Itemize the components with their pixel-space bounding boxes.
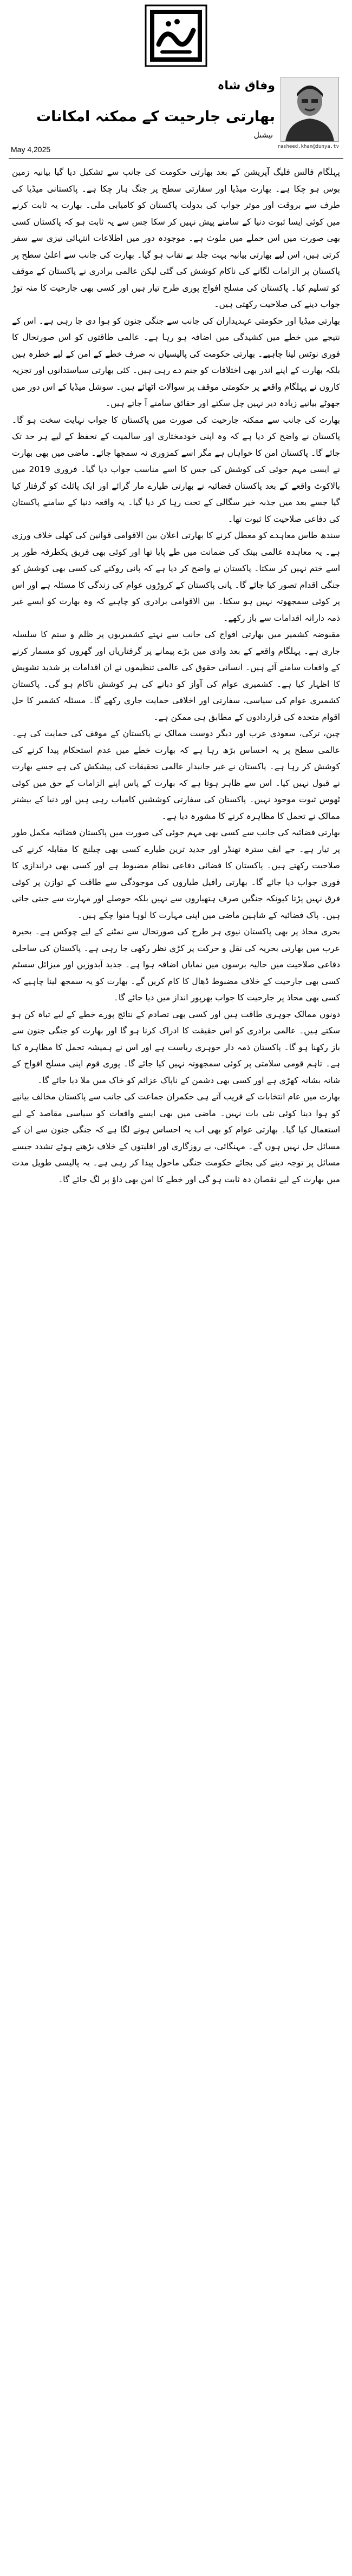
paragraph: بھارتی میڈیا اور حکومتی عہدیداران کی جانب سے جنگی جنون کو ہوا دی جا رہی ہے۔ اس کے نتیجے میں خطے میں کشیدگی میں اضافہ ہو رہا ہے۔ عالمی طاقتوں کو اس صورتحال کا فوری نوٹس لینا چاہیے۔ بھارتی حکومت کی پالیسیاں نہ صرف خطے کے امن کے لیے خطرہ ہیں بلکہ بھارت کے اپنے اندر بھی اختلافات کو جنم دے رہی ہیں۔ کئی بھارتی سیاستدانوں اور تجزیہ کاروں نے پہلگام واقعے پر حکومتی موقف پر سوالات اٹھائے ہیں۔ سوشل میڈیا کے اس دور میں جھوٹے بیانیے زیادہ دیر نہیں چل سکتے اور حقائق سامنے آ جاتے ہیں۔: [12, 316, 340, 408]
paragraph: بھارتی فضائیہ کی جانب سے کسی بھی مہم جوئی کی صورت میں پاکستان فضائیہ مکمل طور پر تیار ہے۔ جے ایف سترہ تھنڈر اور جدید ترین طیارے کسی بھی چیلنج کا مقابلہ کرنے کی صلاحیت رکھتے ہیں۔ پاکستان کا فضائی دفاعی نظام مضبوط ہے اور کسی بھی دراندازی کا فوری جواب دیا جائے گا۔ بھارتی رافیل طیاروں کی موجودگی سے طاقت کے توازن پر کوئی فرق نہیں پڑتا کیونکہ جنگیں صرف ہتھیاروں سے نہیں بلکہ حوصلے اور مہارت سے جیتی جاتی ہیں۔ پاک فضائیہ کے شاہین ماضی میں اپنی مہارت کا لوہا منوا چکے ہیں۔: [12, 828, 340, 920]
newspaper-logo: [138, 2, 214, 69]
author-name: وفاق شاہ: [217, 79, 275, 93]
paragraph: دونوں ممالک جوہری طاقت ہیں اور کسی بھی تصادم کے نتائج پورے خطے کے لیے تباہ کن ہو سکتے ہیں۔ عالمی برادری کو اس حقیقت کا ادراک کرنا ہو گا اور بھارت کو جنگی جنون سے باز رکھنا ہو گا۔ پاکستان ذمہ دار جوہری ریاست ہے اور اس نے ہمیشہ تحمل کا مظاہرہ کیا ہے۔ تاہم قومی سلامتی پر کوئی سمجھوتہ نہیں کیا جائے گا۔ پوری قوم اپنی مسلح افواج کے شانہ بشانہ کھڑی ہے اور کسی بھی دشمن کے ناپاک عزائم کو خاک میں ملا دیا جائے گا۔: [12, 1009, 340, 1085]
column-title: بھارتی جارحیت کے ممکنہ امکانات: [36, 108, 275, 125]
paragraph: بھارت میں عام انتخابات کے قریب آتے ہی حکمران جماعت کی جانب سے پاکستان مخالف بیانیے کو ہوا دینا کوئی نئی بات نہیں۔ ماضی میں بھی ایسے واقعات کو سیاسی مقاصد کے لیے استعمال کیا گیا۔ بھارتی عوام کو بھی اب یہ احساس ہونے لگا ہے کہ جنگی جنون سے ان کے مسائل حل نہیں ہوں گے۔ مہنگائی، بے روزگاری اور اقلیتوں کے خلاف بڑھتے ہوئے تشدد جیسے مسائل پر توجہ دینے کی بجائے حکومت جنگی ماحول پیدا کر رہی ہے۔ یہ پالیسی طویل مدت میں بھارت کے لیے نقصان دہ ثابت ہو گی اور خطے کا امن بھی داؤ پر لگ جائے گا۔: [12, 1092, 340, 1184]
author-photo: [281, 77, 339, 142]
paragraph: پہلگام فالس فلیگ آپریشن کے بعد بھارتی حکومت کی جانب سے تشکیل دیا گیا بیانیہ زمین بوس ہو چکا ہے۔ بھارت میڈیا اور سفارتی سطح پر جنگ ہار چکا ہے۔ پاکستانی میڈیا کی طرف سے بروقت اور موثر جواب کی بدولت پاکستان کو کامیابی ملی۔ بھارت یہ ثابت کرنے میں کوئی ایسا ثبوت دنیا کے سامنے پیش نہیں کر سکا جس سے یہ ثابت ہو کہ پاکستان کسی بھی صورت میں اس حملے میں ملوث ہے۔ موجودہ دور میں اطلاعات انتہائی تیزی سے سفر کرتی ہیں، اس لیے بھارتی بیانیہ بہت جلد بے نقاب ہو گیا۔ بھارت کی جانب سے اعلیٰ سطح پر پاکستان پر الزامات لگانے کی ناکام کوشش کی گئی لیکن عالمی برادری نے پاکستان کے موقف کو تسلیم کیا۔ پاکستان کی مسلح افواج پوری طرح تیار ہیں اور کسی بھی جارحیت کا منہ توڑ جواب دینے کی صلاحیت رکھتی ہیں۔: [12, 167, 340, 309]
author-email: rasheed.khan@dunya.tv: [277, 144, 339, 149]
column-name: نیشنل: [253, 131, 273, 140]
paragraph: سندھ طاس معاہدے کو معطل کرنے کا بھارتی اعلان بین الاقوامی قوانین کی کھلی خلاف ورزی ہے۔ یہ معاہدہ عالمی بینک کی ضمانت میں طے پایا تھا اور کوئی بھی فریق یکطرفہ طور پر اسے ختم نہیں کر سکتا۔ پاکستان نے واضح کر دیا ہے کہ پانی روکنے کی کسی بھی کوشش کو جنگی اقدام تصور کیا جائے گا۔ پانی پاکستان کے کروڑوں عوام کی زندگی کا مسئلہ ہے اور اس پر کوئی سمجھوتہ نہیں ہو سکتا۔ بین الاقوامی برادری کو چاہیے کہ وہ بھارت کو ایسے غیر ذمہ دارانہ اقدامات سے باز رکھے۔: [12, 530, 340, 623]
masthead: [9, 0, 343, 74]
paragraph: چین، ترکی، سعودی عرب اور دیگر دوست ممالک نے پاکستان کے موقف کی حمایت کی ہے۔ عالمی سطح پر یہ احساس بڑھ رہا ہے کہ بھارت خطے میں عدم استحکام پیدا کرنے کی کوشش کر رہا ہے۔ پاکستان نے غیر جانبدار عالمی تحقیقات کی پیشکش کی ہے جسے بھارت نے قبول نہیں کیا۔ اس سے ظاہر ہوتا ہے کہ بھارت کے پاس اپنے الزامات کے حق میں کوئی ٹھوس ثبوت موجود نہیں۔ پاکستان کی سفارتی کوششیں کامیاب رہی ہیں اور دنیا کے بیشتر ممالک نے تحمل کا مظاہرہ کرنے کا مشورہ دیا ہے۔: [12, 729, 340, 821]
paragraph: مقبوضہ کشمیر میں بھارتی افواج کی جانب سے نہتے کشمیریوں پر ظلم و ستم کا سلسلہ جاری ہے۔ پہلگام واقعے کے بعد وادی میں بڑے پیمانے پر گرفتاریاں اور گھروں کو مسمار کرنے کے واقعات سامنے آئے ہیں۔ انسانی حقوق کی عالمی تنظیموں نے ان اقدامات پر شدید تشویش کا اظہار کیا ہے۔ کشمیری عوام کی آواز کو دبانے کی ہر کوشش ناکام ہو گی۔ پاکستان کشمیری عوام کی سیاسی، سفارتی اور اخلاقی حمایت جاری رکھے گا۔ مسئلہ کشمیر کا حل اقوام متحدہ کی قراردادوں کے مطابق ہی ممکن ہے۔: [12, 630, 340, 722]
publish-date: May 4,2025: [11, 145, 51, 154]
paragraph: بحری محاذ پر بھی پاکستان نیوی ہر طرح کی صورتحال سے نمٹنے کے لیے چوکس ہے۔ بحیرہ عرب میں بھارتی بحریہ کی نقل و حرکت پر کڑی نظر رکھی جا رہی ہے۔ پاکستان کی ساحلی دفاعی صلاحیت میں حالیہ برسوں میں نمایاں اضافہ ہوا ہے۔ جدید آبدوزیں اور میزائل سسٹم کسی بھی جارحیت کے خلاف مضبوط ڈھال کا کام کریں گے۔ بھارت کو یہ سمجھ لینا چاہیے کہ کسی بھی محاذ پر جارحیت کا جواب بھرپور انداز میں دیا جائے گا۔: [12, 927, 340, 1002]
column-header: [9, 74, 343, 159]
paragraph: بھارت کی جانب سے ممکنہ جارحیت کی صورت میں پاکستان کا جواب نہایت سخت ہو گا۔ پاکستان نے واضح کر دیا ہے کہ وہ اپنی خودمختاری اور سالمیت کے تحفظ کے لیے ہر حد تک جائے گا۔ پاکستان امن کا خواہاں ہے مگر اسے کمزوری نہ سمجھا جائے۔ ماضی میں بھی بھارت نے ایسی مہم جوئی کی کوشش کی جس کا اسے مناسب جواب دیا گیا۔ فروری 2019 میں بالاکوٹ واقعے کے بعد پاکستان فضائیہ نے بھارتی طیارے مار گرائے اور ایک پائلٹ کو گرفتار کیا گیا جسے بعد میں جذبہ خیر سگالی کے تحت رہا کر دیا گیا۔ یہ واقعہ دنیا کے سامنے پاکستان کی دفاعی صلاحیت کا ثبوت تھا۔: [12, 415, 340, 524]
article-body: [9, 159, 343, 1188]
